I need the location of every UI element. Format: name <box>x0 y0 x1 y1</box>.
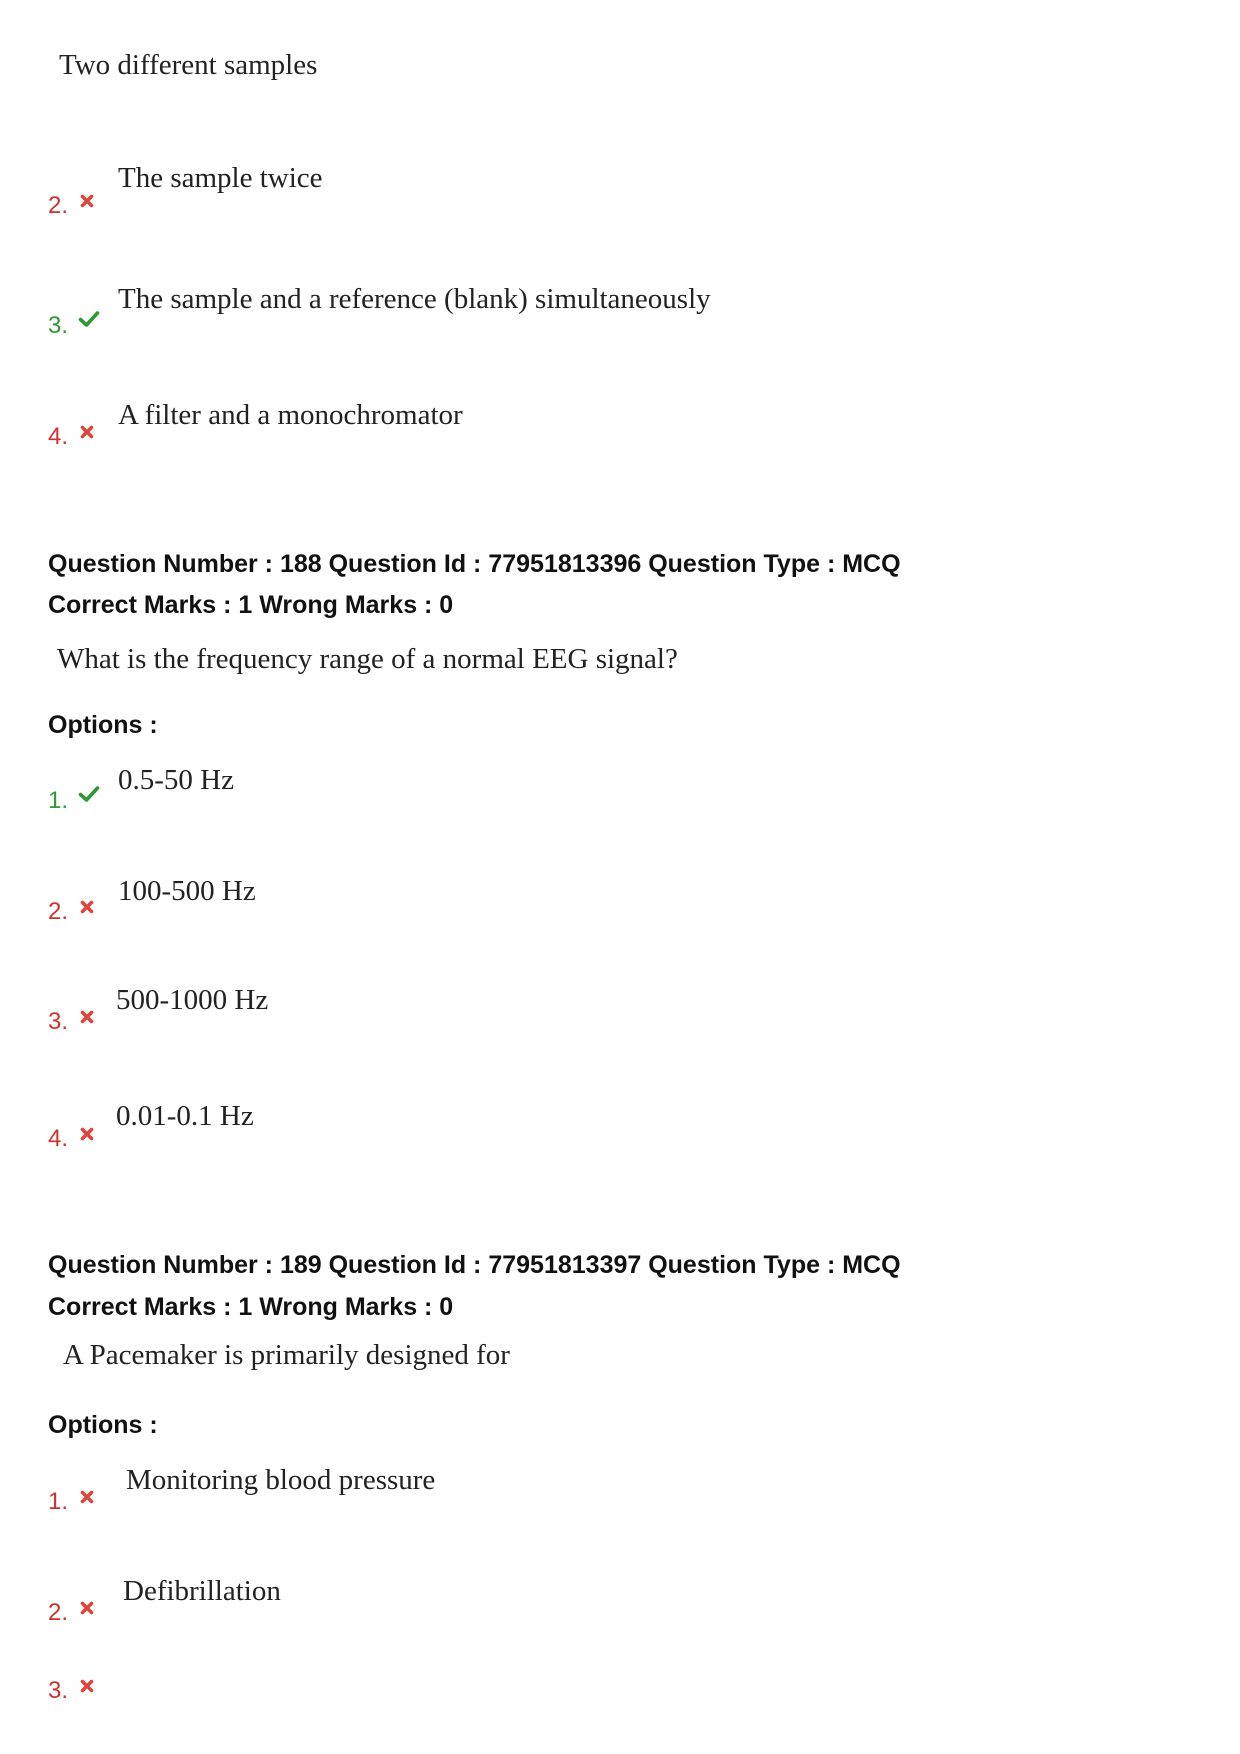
cross-icon <box>80 1127 94 1141</box>
option-number: 2. <box>48 1599 69 1626</box>
option-number: 3. <box>48 312 69 339</box>
option-number: 3. <box>48 1677 69 1704</box>
option-number: 1. <box>48 1488 69 1515</box>
option-text: 500-1000 Hz <box>116 984 269 1016</box>
option-text: 0.5-50 Hz <box>118 764 234 796</box>
option-number: 2. <box>48 898 69 925</box>
question-text: What is the frequency range of a normal EEG signal? <box>57 643 678 675</box>
question-marks: Correct Marks : 1 Wrong Marks : 0 <box>48 1293 454 1321</box>
options-label: Options : <box>48 711 158 739</box>
question-header: Question Number : 189 Question Id : 77951813397 Question Type : MCQ <box>48 1251 901 1279</box>
option-text: 100-500 Hz <box>118 875 256 907</box>
option-number: 2. <box>48 192 69 219</box>
question-marks: Correct Marks : 1 Wrong Marks : 0 <box>48 591 454 619</box>
options-label: Options : <box>48 1411 158 1439</box>
option-number: 4. <box>48 423 69 450</box>
cross-icon <box>80 1601 94 1615</box>
option-text: The sample twice <box>118 162 323 194</box>
cross-icon <box>80 194 94 208</box>
option-text: The sample and a reference (blank) simultaneously <box>118 283 711 315</box>
check-icon <box>78 785 100 803</box>
option-number: 1. <box>48 787 69 814</box>
cross-icon <box>80 1010 94 1024</box>
option-text: Defibrillation <box>123 1575 281 1607</box>
cross-icon <box>80 425 94 439</box>
option-number: 4. <box>48 1125 69 1152</box>
option-text: Two different samples <box>59 49 318 81</box>
question-text: A Pacemaker is primarily designed for <box>63 1339 510 1371</box>
cross-icon <box>80 1490 94 1504</box>
cross-icon <box>80 900 94 914</box>
option-number: 3. <box>48 1008 69 1035</box>
option-text: Monitoring blood pressure <box>126 1464 436 1496</box>
check-icon <box>78 310 100 328</box>
question-header: Question Number : 188 Question Id : 77951813396 Question Type : MCQ <box>48 550 901 578</box>
option-text: A filter and a monochromator <box>118 399 463 431</box>
option-text: 0.01-0.1 Hz <box>116 1100 254 1132</box>
cross-icon <box>80 1679 94 1693</box>
